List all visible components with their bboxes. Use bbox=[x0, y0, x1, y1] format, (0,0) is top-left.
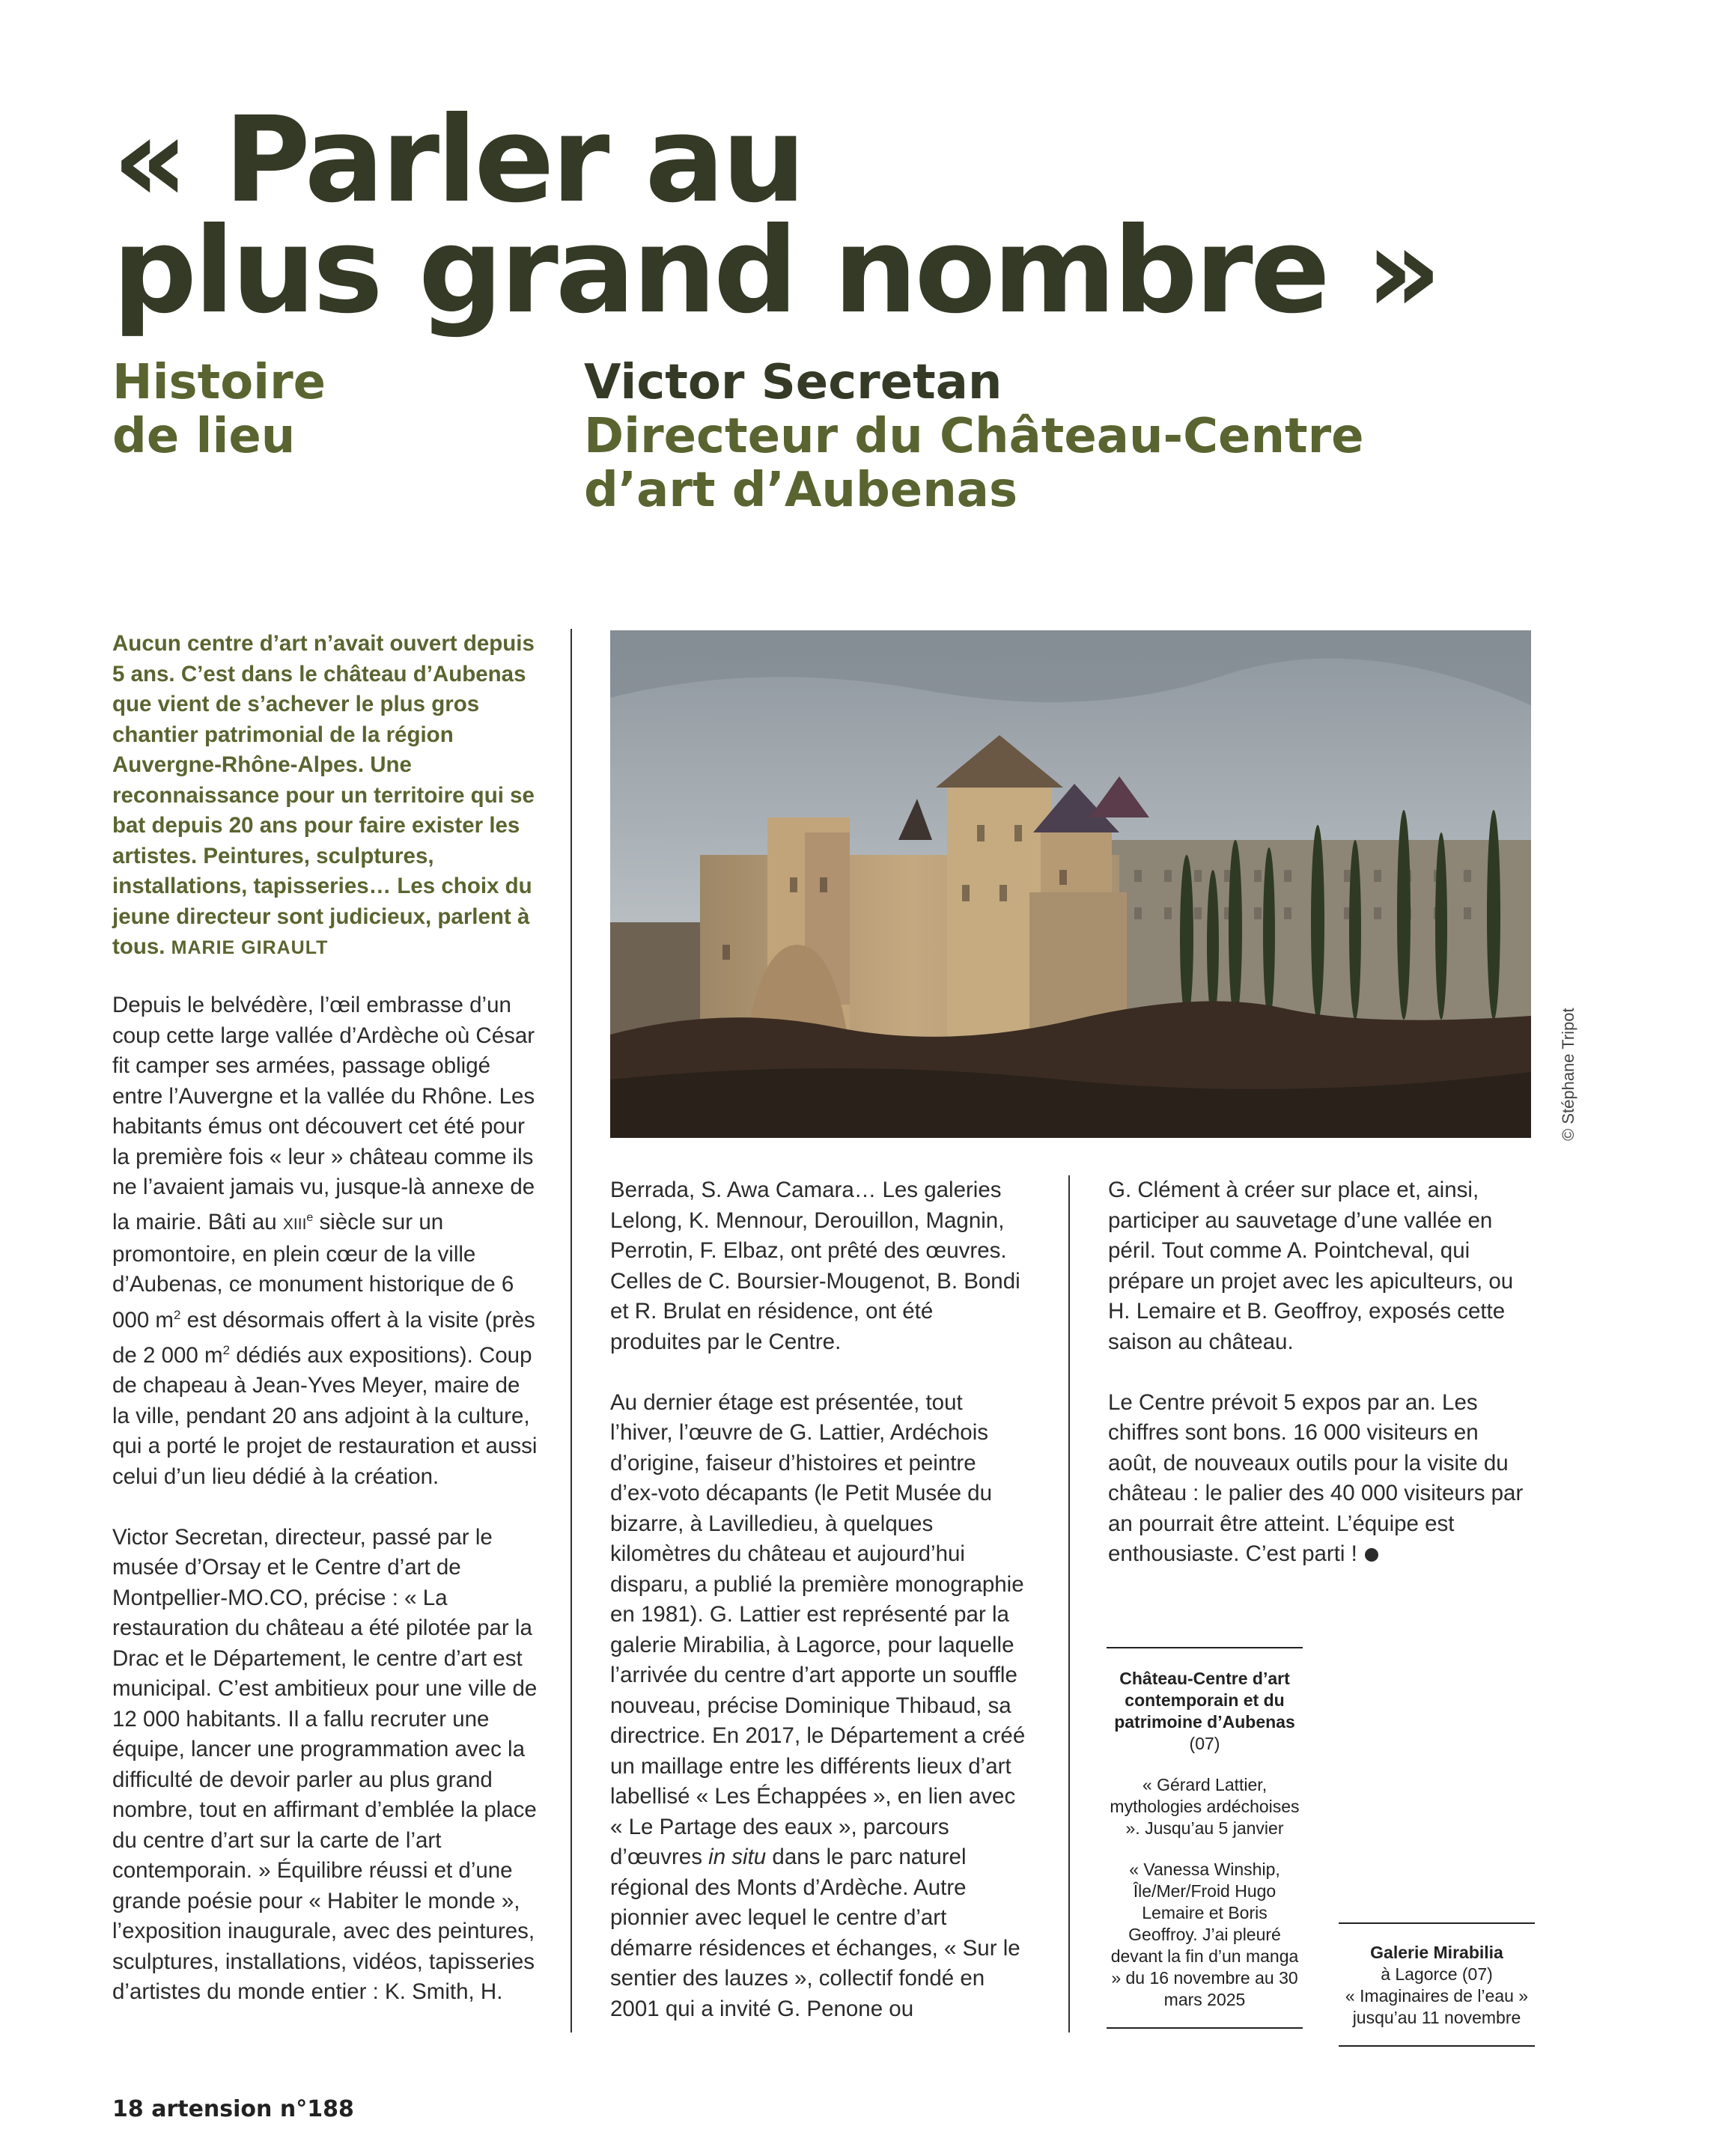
text-run: dédiés aux expositions). Coup de chapeau à Jean-Yves Meyer, maire de la ville, pendant 20 ans adjoint à la culture, qui a porté le projet de restauration et aussi celui d’un lieu dédié à la création. bbox=[112, 1342, 538, 1489]
text-run: Le Centre prévoit 5 expos par an. Les chiffres sont bons. 16 000 visiteurs en août, de nouveaux outils pour la visite du château : le palier des 40 000 visiteurs par an pourrait être atteint. L’équipe est enthousiaste. C’est parti ! bbox=[1108, 1389, 1524, 1566]
superscript: e bbox=[306, 1211, 314, 1224]
section-label-line-1: Histoire bbox=[112, 355, 326, 410]
info-box-expo: « Imaginaires de l’eau » jusqu’au 11 novembre bbox=[1345, 1986, 1529, 2027]
column-2-paragraph-1: Berrada, S. Awa Camara… Les galeries Lelong, K. Mennour, Derouillon, Magnin, Perrotin, F. Elbaz, ont prêté des œuvres. Celles de C. Boursier-Mougenot, B. Bondi et R. Brulat en résidence, ont été produites par le Centre. bbox=[610, 1178, 1020, 1354]
info-box-expo-1: « Gérard Lattier, mythologies ardéchoises ». Jusqu’au 5 janvier bbox=[1110, 1775, 1300, 1838]
section-label-line-2: de lieu bbox=[112, 409, 296, 464]
section-label bbox=[112, 356, 326, 463]
column-1-paragraph-1 bbox=[112, 990, 539, 1492]
column-1 bbox=[112, 990, 539, 2038]
superscript: 2 bbox=[174, 1307, 181, 1322]
photo-credit: © Stéphane Tripot bbox=[1559, 1008, 1577, 1141]
info-box-location: à Lagorce (07) bbox=[1381, 1964, 1493, 1984]
subject-role-line-2: d’art d’Aubenas bbox=[584, 463, 1018, 518]
info-box-title-text: Château-Centre d’art contemporain et du patrimoine d’Aubenas bbox=[1114, 1669, 1295, 1732]
author-name: MARIE GIRAULT bbox=[171, 937, 329, 958]
chateau-photo bbox=[610, 630, 1531, 1138]
text-run: dans le parc naturel régional des Monts d’Ardèche. Autre pionnier avec lequel le centre d’art démarre résidences et échanges, « Sur le sentier des lauzes », collectif fondé en 2001 qui a invité G. Penone ou bbox=[610, 1845, 1020, 2021]
lead-text: Aucun centre d’art n’avait ouvert depuis 5 ans. C’est dans le château d’Aubenas que vient de s’achever le plus gros chantier patrimonial de la région Auvergne-Rhône-Alpes. Une reconnaissance pour un territoire qui se bat depuis 20 ans pour faire exister les artistes. Peintures, sculptures, installations, tapisseries… Les choix du jeune directeur sont judicieux, parlent à tous. bbox=[112, 631, 535, 959]
column-1-paragraph-2: Victor Secretan, directeur, passé par le musée d’Orsay et le Centre d’art de Montpellier-MO.CO, précise : « La restauration du château a été pilotée par la Drac et le Département, le centre d’art est municipal. C’est ambitieux pour une ville de 12 000 habitants. Il a fallu recruter une équipe, lancer une programmation avec la difficulté de devoir parler au plus grand nombre, tout en affirmant d’emblée la place du centre d’art sur la carte de l’art contemporain. » Équilibre réussi et d’une grande poésie pour « Habiter le monde », l’exposition inaugurale, avec des peintures, sculptures, installations, vidéos, tapisseries d’artistes du monde entier : K. Smith, H. bbox=[112, 1524, 538, 2005]
subject-role-line-1: Directeur du Château-Centre bbox=[584, 409, 1364, 464]
chateau-illustration bbox=[610, 630, 1531, 1138]
spacer bbox=[1107, 1839, 1303, 1859]
column-3-paragraph-2 bbox=[1108, 1388, 1527, 1570]
page-footer bbox=[112, 2096, 354, 2122]
column-2 bbox=[610, 1175, 1029, 2055]
superscript: 2 bbox=[222, 1343, 231, 1358]
spacer bbox=[1107, 1755, 1303, 1774]
info-box-dept: (07) bbox=[1189, 1734, 1220, 1753]
column-divider bbox=[570, 629, 572, 2032]
column-3 bbox=[1108, 1175, 1527, 1600]
column-3-paragraph-1: G. Clément à créer sur place et, ainsi, participer au sauvetage d’une vallée en péril. Tout comme A. Pointcheval, qui prépare un projet avec les apiculteurs, ou H. Lemaire et B. Geoffroy, exposés cette saison au château. bbox=[1108, 1178, 1514, 1354]
info-box-galerie bbox=[1339, 1922, 1535, 2047]
end-of-article-dot bbox=[1365, 1548, 1378, 1562]
column-2-paragraph-2 bbox=[610, 1388, 1029, 2025]
column-divider bbox=[1068, 1175, 1070, 2032]
info-box-expo-2: « Vanessa Winship, Île/Mer/Froid Hugo Lemaire et Boris Geoffroy. J’ai pleuré devant la fin d’un manga » du 16 novembre au 30 mars 2025 bbox=[1110, 1860, 1299, 2009]
info-box-title: Galerie Mirabilia bbox=[1370, 1943, 1503, 1962]
title-line-2: plus grand nombre » bbox=[112, 202, 1439, 340]
info-box-chateau bbox=[1107, 1647, 1303, 2029]
century-numeral: XIII bbox=[282, 1215, 307, 1233]
text-run: siècle sur un promontoire, en plein cœur de la ville d’Aubenas, ce monument historique de 6 000 m bbox=[112, 1209, 514, 1333]
subject-name: Victor Secretan bbox=[584, 355, 1002, 410]
text-run: Depuis le belvédère, l’œil embrasse d’un coup cette large vallée d’Ardèche où César fit camper ses armées, passage obligé entre l’Auvergne et la vallée du Rhône. Les habitants émus ont découvert cet été pour la première fois « leur » château comme ils ne l’avaient jamais vu, jusque-là annexe de la mairie. Bâti au bbox=[112, 993, 535, 1234]
info-box-title bbox=[1107, 1668, 1303, 1755]
text-run: Au dernier étage est présentée, tout l’hiver, l’œuvre de G. Lattier, Ardéchois d’origine, faiseur d’histoires et peintre d’ex-voto décapants (le Petit Musée du bizarre, à Lavilledieu, à quelques kilomètres du château et aujourd’hui disparu, a publié la première monographie en 1981). G. Lattier est représenté par la galerie Mirabilia, à Lagorce, pour laquelle l’arrivée du centre d’art apporte un souffle nouveau, précise Dominique Thibaud, sa directrice. En 2017, le Département a créé un maillage entre les différents lieux d’art labellisé « Les Échappées », en lien avec « Le Partage des eaux », parcours d’œuvres bbox=[610, 1389, 1026, 1869]
title-line-1: « Parler au bbox=[112, 91, 803, 229]
article-title bbox=[112, 91, 1439, 340]
italic-text: in situ bbox=[708, 1845, 767, 1869]
page-number: 18 bbox=[112, 2096, 144, 2122]
text-run: est désormais offert à la visite (près de 2 000 m bbox=[112, 1307, 535, 1368]
lead-paragraph bbox=[112, 629, 539, 963]
magazine-issue: artension n°188 bbox=[151, 2096, 354, 2122]
subject-heading bbox=[584, 356, 1364, 517]
